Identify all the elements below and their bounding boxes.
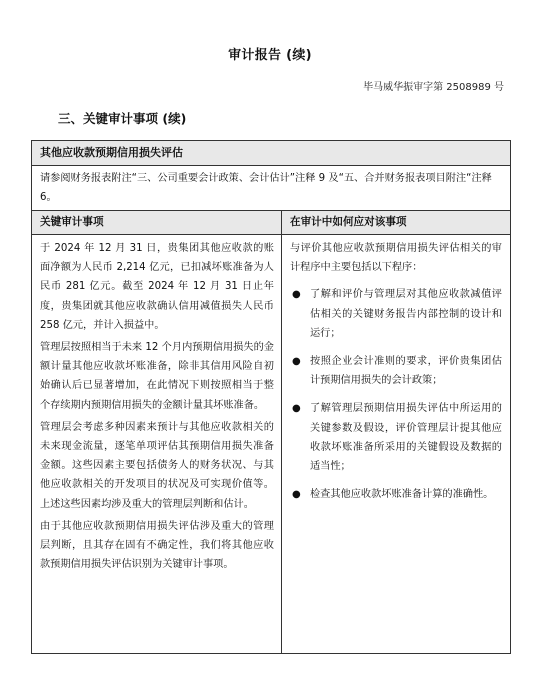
audit-response-intro: 与评价其他应收款预期信用损失评估相关的审计程序中主要包括以下程序： — [290, 243, 502, 274]
table-reference-note: 请参阅财务报表附注“三、公司重要会计政策、会计估计”注释 9 及“五、合并财务报表项目附注“注释 6。 — [32, 166, 510, 211]
key-matter-paragraph: 由于其他应收款预期信用损失评估涉及重大的管理层判断，且其存在固有不确定性，我们将其他应收款预期信用损失评估识别为关键审计事项。 — [40, 520, 274, 571]
audit-procedure-text: 按照企业会计准则的要求，评价贵集团估计预期信用损失的会计政策； — [310, 356, 502, 387]
bullet-icon: ● — [292, 356, 301, 368]
audit-procedure-item — [290, 285, 502, 343]
audit-procedure-text: 检查其他应收款坏账准备计算的准确性。 — [310, 489, 494, 501]
audit-response-description — [290, 239, 502, 513]
bullet-icon: ● — [292, 289, 301, 301]
audit-procedure-item — [290, 352, 502, 390]
key-matter-paragraph: 管理层会考虑多种因素来预计与其他应收款相关的未来现金流量，逐笔单项评估其预期信用损失准备金额。这些因素主要包括债务人的财务状况、与其他应收款相关的开发项目的状况及可实现价值等。上述这些因素均涉及重大的管理层判断和估计。 — [40, 421, 274, 510]
column-header-row — [32, 211, 510, 235]
audit-procedure-text: 了解和评价与管理层对其他应收款减值评估相关的关键财务报告内部控制的设计和运行； — [310, 289, 502, 339]
audit-procedure-text: 了解管理层预期信用损失评估中所运用的关键参数及假设，评价管理层计提其他应收款坏账准备所采用的关键假设及数据的适当性； — [310, 403, 502, 473]
table-title: 其他应收款预期信用损失评估 — [32, 141, 510, 166]
column-header-audit-response: 在审计中如何应对该事项 — [290, 216, 407, 228]
bullet-icon: ● — [292, 489, 301, 501]
audit-procedure-list — [290, 285, 502, 504]
page-title: 审计报告 (续) — [228, 48, 312, 63]
key-matter-paragraph: 管理层按照相当于未来 12 个月内预期信用损失的金额计量其他应收款坏账准备，除非其信用风险自初始确认后已显著增加，在此情况下则按照相当于整个存续期内预期信用损失的金额计量其坏账准备。 — [40, 342, 274, 411]
key-matter-paragraph: 于 2024 年 12 月 31 日，贵集团其他应收款的账面净额为人民币 2,214 亿元，已扣减坏账准备为人民币 281 亿元。截至 2024 年 12 月 31 日止年度，贵集团就其他应收款确认信用减值损失人民币 258 亿元，并计入损益中。 — [40, 243, 274, 331]
audit-procedure-item — [290, 399, 502, 476]
column-header-key-matter: 关键审计事项 — [40, 216, 104, 228]
audit-procedure-item — [290, 485, 502, 504]
bullet-icon: ● — [292, 403, 301, 415]
column-divider — [281, 211, 282, 653]
section-heading: 三、关键审计事项 (续) — [58, 111, 187, 126]
key-matter-description — [40, 239, 274, 577]
report-number: 毕马威华振审字第 2508989 号 — [363, 82, 504, 93]
key-audit-matter-table — [31, 140, 511, 654]
